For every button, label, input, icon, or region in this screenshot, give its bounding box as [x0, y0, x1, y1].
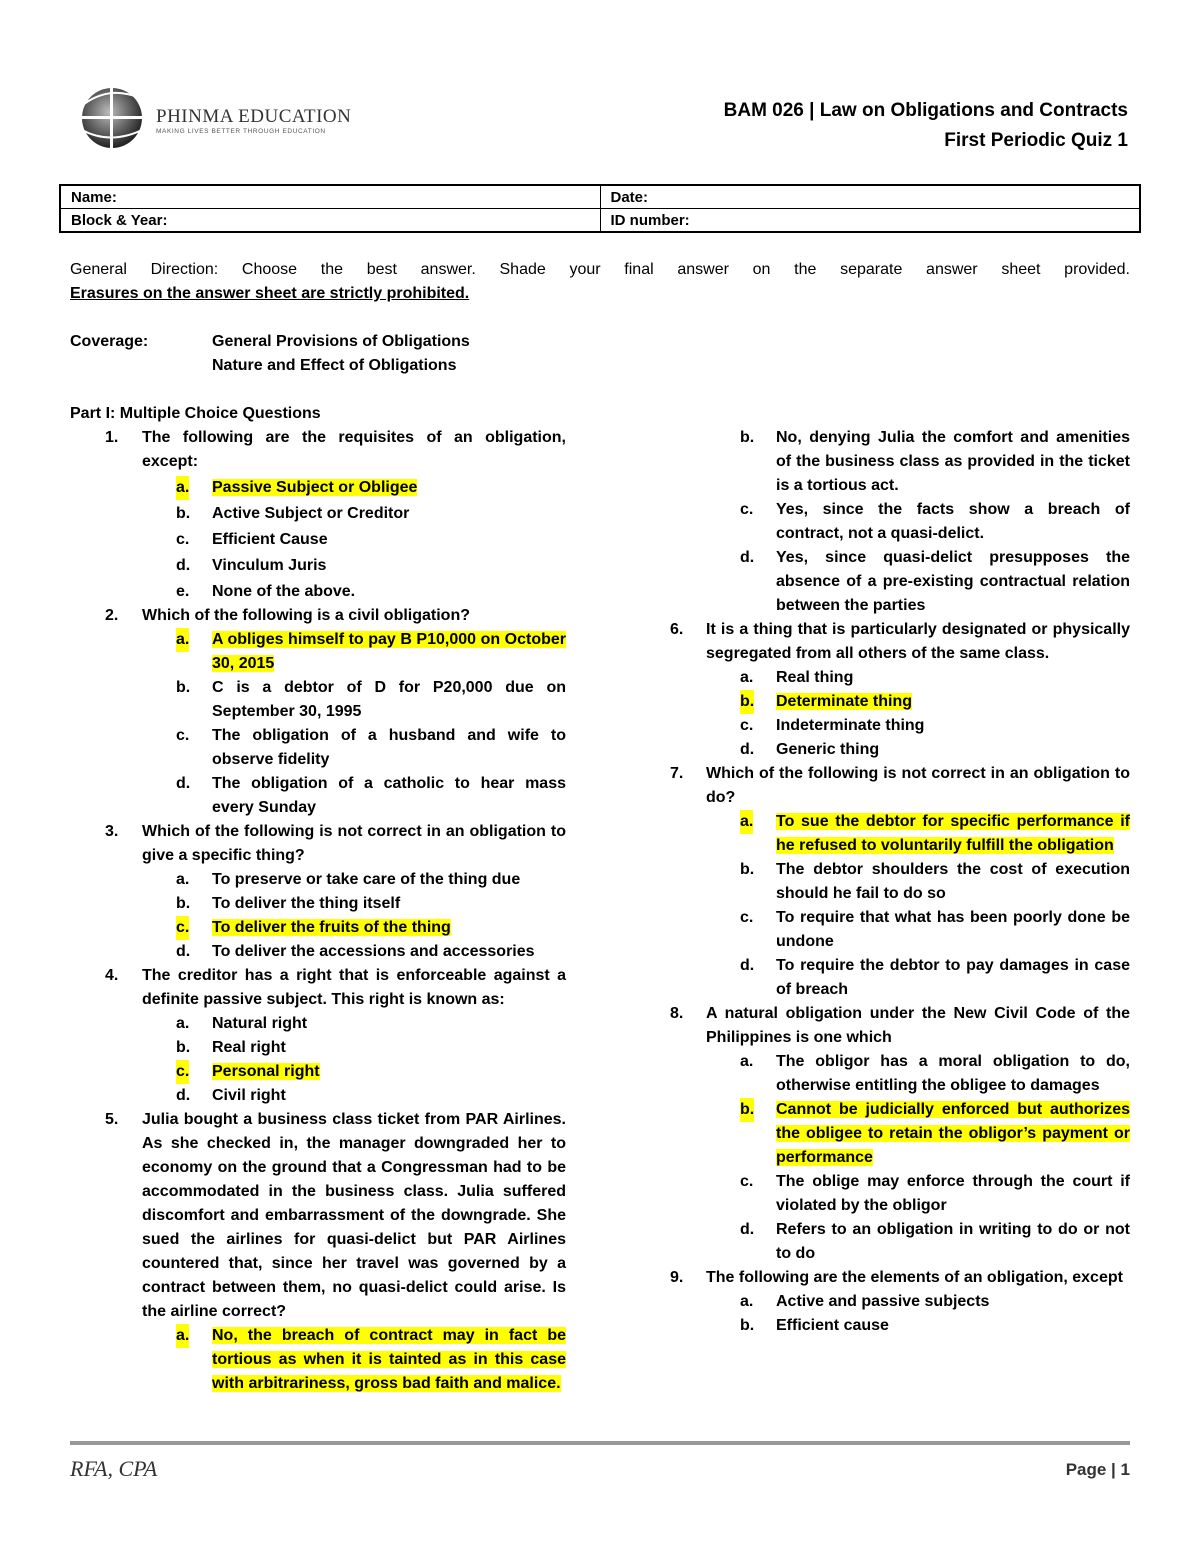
- option-text: To deliver the thing itself: [212, 895, 401, 912]
- option-c[interactable]: [70, 1060, 566, 1084]
- option-text: Generic thing: [776, 741, 880, 758]
- option-d[interactable]: [70, 940, 566, 964]
- option-a[interactable]: [70, 628, 566, 676]
- question-text: Which of the following is not correct in an obligation to give a specific thing?: [142, 823, 566, 864]
- option-text: To deliver the accessions and accessories: [212, 943, 535, 960]
- question-number: 6.: [670, 621, 684, 638]
- option-label: a.: [740, 669, 754, 686]
- option-label: a.: [176, 1324, 189, 1348]
- erasure-warning: Erasures on the answer sheet are strictly prohibited.: [70, 285, 470, 302]
- option-d[interactable]: [670, 1218, 1130, 1266]
- option-text: Yes, since quasi-delict presupposes the absence of a pre-existing contractual relation between the parties: [776, 549, 1130, 614]
- option-label: b.: [176, 895, 191, 912]
- question-number: 9.: [670, 1269, 684, 1286]
- option-b[interactable]: [670, 1098, 1130, 1170]
- option-b[interactable]: [670, 690, 1130, 714]
- option-label: d.: [740, 741, 755, 758]
- coverage-item: Nature and Effect of Obligations: [212, 357, 457, 374]
- option-text: To preserve or take care of the thing due: [212, 871, 521, 888]
- question-number: 3.: [105, 823, 119, 840]
- option-b[interactable]: [670, 1314, 1130, 1338]
- question-9: [670, 1266, 1130, 1290]
- option-c[interactable]: [70, 916, 566, 940]
- option-text: Efficient cause: [776, 1317, 889, 1334]
- option-c[interactable]: [670, 714, 1130, 738]
- option-label: b.: [740, 429, 755, 446]
- option-c[interactable]: [70, 528, 566, 552]
- option-label: d.: [176, 557, 191, 574]
- option-text: Civil right: [212, 1087, 286, 1104]
- question-text: It is a thing that is particularly designated or physically segregated from all others of the same class.: [706, 621, 1130, 662]
- option-b[interactable]: [70, 1036, 566, 1060]
- question-number: 4.: [105, 967, 119, 984]
- option-e[interactable]: [70, 580, 566, 604]
- option-d[interactable]: [670, 954, 1130, 1002]
- general-direction: General Direction: Choose the best answer. Shade your final answer on the separate answer sheet provided.: [70, 261, 1130, 278]
- option-text: None of the above.: [212, 583, 356, 600]
- option-label: c.: [176, 916, 189, 940]
- option-a[interactable]: [670, 666, 1130, 690]
- logo-tagline: MAKING LIVES BETTER THROUGH EDUCATION: [156, 128, 326, 135]
- option-d[interactable]: [670, 738, 1130, 762]
- question-text: Which of the following is not correct in an obligation to do?: [706, 765, 1130, 806]
- date-field[interactable]: Date:: [600, 185, 1140, 209]
- question-text: The following are the elements of an obligation, except: [706, 1269, 1123, 1286]
- option-text: To require that what has been poorly done be undone: [776, 909, 1130, 950]
- option-label: c.: [176, 531, 190, 548]
- question-4: [70, 964, 566, 1012]
- logo-name: PHINMA EDUCATION: [156, 106, 352, 127]
- option-text: No, the breach of contract may in fact be tortious as when it is tainted as in this case with arbitrariness, gross bad faith and malice.: [212, 1327, 566, 1392]
- option-b[interactable]: [70, 676, 566, 724]
- option-text: Indeterminate thing: [776, 717, 925, 734]
- option-text: Real thing: [776, 669, 854, 686]
- option-label: d.: [176, 1087, 191, 1104]
- question-number: 1.: [105, 429, 119, 446]
- option-c[interactable]: [70, 724, 566, 772]
- option-label: c.: [740, 909, 754, 926]
- option-b[interactable]: [670, 426, 1130, 498]
- id-number-field[interactable]: ID number:: [600, 209, 1140, 233]
- option-text: Determinate thing: [776, 693, 913, 710]
- option-label: b.: [740, 1317, 755, 1334]
- question-number: 8.: [670, 1005, 684, 1022]
- option-text: To deliver the fruits of the thing: [212, 919, 451, 936]
- quiz-title: First Periodic Quiz 1: [944, 130, 1128, 151]
- option-a[interactable]: [670, 1050, 1130, 1098]
- option-text: The oblige may enforce through the court if violated by the obligor: [776, 1173, 1130, 1214]
- phinma-logo: [74, 84, 354, 148]
- option-text: To require the debtor to pay damages in case of breach: [776, 957, 1130, 998]
- option-b[interactable]: [70, 502, 566, 526]
- option-label: b.: [176, 505, 191, 522]
- option-label: d.: [740, 957, 755, 974]
- option-label: a.: [740, 810, 753, 834]
- option-text: The obligor has a moral obligation to do, otherwise entitling the obligee to damages: [776, 1053, 1130, 1094]
- footer-divider: [70, 1441, 1130, 1445]
- option-text: The debtor shoulders the cost of execution should he fail to do so: [776, 861, 1130, 902]
- option-text: Refers to an obligation in writing to do or not to do: [776, 1221, 1130, 1262]
- questions-right-column: [670, 426, 1130, 1338]
- option-text: To sue the debtor for specific performance if he refused to voluntarily fulfill the obligation: [776, 813, 1130, 854]
- option-label: c.: [176, 1060, 189, 1084]
- block-year-field[interactable]: Block & Year:: [60, 209, 600, 233]
- option-b[interactable]: [670, 858, 1130, 906]
- option-label: c.: [740, 1173, 754, 1190]
- option-label: a.: [740, 1293, 754, 1310]
- option-label: c.: [176, 727, 190, 744]
- option-a[interactable]: [670, 1290, 1130, 1314]
- option-a[interactable]: [70, 476, 566, 500]
- option-text: C is a debtor of D for P20,000 due on September 30, 1995: [212, 679, 566, 720]
- question-text: The creditor has a right that is enforceable against a definite passive subject. This right is known as:: [142, 967, 566, 1008]
- coverage-label: Coverage:: [70, 333, 149, 350]
- questions-left-column: [70, 426, 566, 1396]
- option-b[interactable]: [70, 892, 566, 916]
- question-text: A natural obligation under the New Civil Code of the Philippines is one which: [706, 1005, 1130, 1046]
- option-text: Efficient Cause: [212, 531, 328, 548]
- option-label: a.: [176, 871, 190, 888]
- question-text: Which of the following is a civil obligation?: [142, 607, 470, 624]
- option-label: e.: [176, 583, 190, 600]
- option-text: No, denying Julia the comfort and amenities of the business class as provided in the ticket is a tortious act.: [776, 429, 1130, 494]
- page-number: Page | 1: [1065, 1460, 1130, 1479]
- option-label: d.: [176, 775, 191, 792]
- question-2: [70, 604, 566, 628]
- option-text: Passive Subject or Obligee: [212, 479, 418, 496]
- option-label: b.: [740, 1098, 754, 1122]
- option-text: Real right: [212, 1039, 286, 1056]
- option-text: Natural right: [212, 1015, 308, 1032]
- question-3: [70, 820, 566, 868]
- option-label: b.: [176, 679, 191, 696]
- option-text: Active and passive subjects: [776, 1293, 990, 1310]
- option-label: b.: [740, 861, 755, 878]
- logo-globe-icon: [74, 84, 154, 148]
- option-label: d.: [740, 1221, 755, 1238]
- question-number: 2.: [105, 607, 119, 624]
- option-d[interactable]: [670, 546, 1130, 618]
- option-c[interactable]: [670, 498, 1130, 546]
- option-a[interactable]: [70, 1012, 566, 1036]
- option-d[interactable]: [70, 1084, 566, 1108]
- option-d[interactable]: [70, 772, 566, 820]
- option-label: a.: [176, 476, 189, 500]
- option-label: a.: [176, 628, 189, 652]
- name-field[interactable]: Name:: [60, 185, 600, 209]
- option-a[interactable]: [670, 810, 1130, 858]
- option-label: d.: [740, 549, 755, 566]
- question-text: The following are the requisites of an obligation, except:: [142, 429, 566, 470]
- option-label: d.: [176, 943, 191, 960]
- option-d[interactable]: [70, 554, 566, 578]
- question-number: 7.: [670, 765, 684, 782]
- option-a[interactable]: [70, 868, 566, 892]
- course-title: BAM 026 | Law on Obligations and Contracts: [723, 100, 1128, 121]
- option-label: c.: [740, 717, 754, 734]
- part-title: Part I: Multiple Choice Questions: [70, 405, 321, 422]
- question-8: [670, 1002, 1130, 1050]
- coverage-item: General Provisions of Obligations: [212, 333, 470, 350]
- option-text: Yes, since the facts show a breach of contract, not a quasi-delict.: [776, 501, 1130, 542]
- question-6: [670, 618, 1130, 666]
- option-a[interactable]: [70, 1324, 566, 1396]
- option-label: b.: [740, 690, 754, 714]
- option-text: The obligation of a catholic to hear mass every Sunday: [212, 775, 566, 816]
- option-label: c.: [740, 501, 754, 518]
- option-text: Vinculum Juris: [212, 557, 327, 574]
- option-text: A obliges himself to pay B P10,000 on October 30, 2015: [212, 631, 566, 672]
- option-text: Cannot be judicially enforced but authorizes the obligee to retain the obligor’s payment or performance: [776, 1101, 1130, 1166]
- option-text: Active Subject or Creditor: [212, 505, 410, 522]
- footer-author: RFA, CPA: [70, 1456, 158, 1481]
- option-label: a.: [740, 1053, 754, 1070]
- question-1: [70, 426, 566, 474]
- option-label: a.: [176, 1015, 190, 1032]
- option-c[interactable]: [670, 906, 1130, 954]
- option-c[interactable]: [670, 1170, 1130, 1218]
- question-7: [670, 762, 1130, 810]
- question-number: 5.: [105, 1111, 119, 1128]
- option-text: Personal right: [212, 1063, 320, 1080]
- option-text: The obligation of a husband and wife to observe fidelity: [212, 727, 566, 768]
- student-info-table: [59, 184, 1141, 233]
- question-text: Julia bought a business class ticket from PAR Airlines. As she checked in, the manager downgraded her to economy on the ground that a Congressman had to be accommodated in the business class. Julia suffered discomfort and embarrassment of the downgrade. She sued the airlines for quasi-delict but PAR Airlines countered that, since her travel was governed by a contract between them, no quasi-delict could arise. Is the airline correct?: [142, 1111, 566, 1320]
- question-5: [70, 1108, 566, 1324]
- option-label: b.: [176, 1039, 191, 1056]
